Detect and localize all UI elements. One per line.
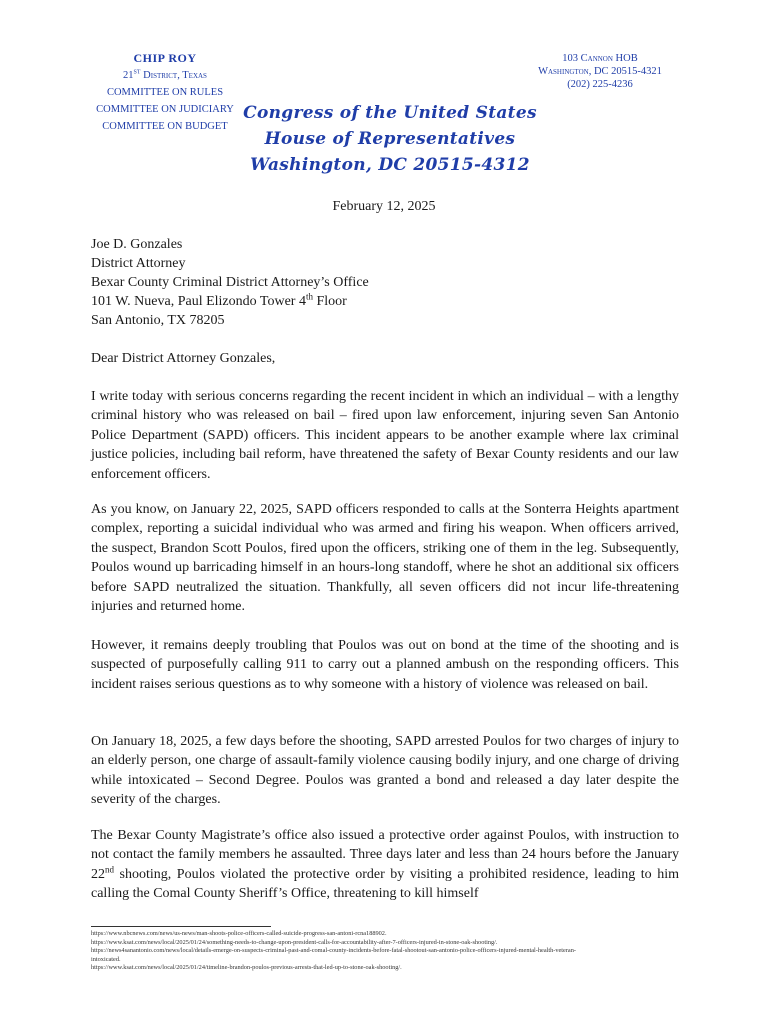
paragraph-text: However, it remains deeply troubling that Poulos was out on bond at the time of the shooting and is suspected of purposefully calling 911 to carry out a planned ambush on the responding officers. This incident raises serious questions as to why someone with a history of violence was released on bail. bbox=[91, 638, 679, 692]
committee-budget: COMMITTEE ON BUDGET bbox=[102, 121, 228, 132]
committee-judiciary: COMMITTEE ON JUDICIARY bbox=[96, 104, 234, 115]
footnote-divider bbox=[91, 926, 271, 927]
footnote-4: https://www.ksat.com/news/local/2025/01/24/timeline-brandon-poulos-previous-arrests-that-led-up-to-stone-oak-shooting/. bbox=[91, 964, 402, 972]
office-phone: (202) 225-4236 bbox=[567, 79, 633, 90]
footnotes bbox=[91, 930, 691, 973]
member-name: CHIP ROY bbox=[133, 51, 197, 65]
member-district: 21st District, Texas bbox=[123, 65, 207, 81]
paragraph-1 bbox=[91, 387, 679, 484]
footnote-3: https://news4sanantonio.com/news/local/details-emerge-on-suspects-criminal-past-and-comal-county-incidents-before-fatal-shootout-san-antonio-police-officers-injured-mental-health-veteran- bbox=[91, 947, 576, 955]
footnote-3-cont: intoxicated. bbox=[91, 955, 121, 963]
footnote-2: https://www.ksat.com/news/local/2025/01/24/something-needs-to-change-upon-president-calls-for-accountability-after-7-officers-injured-in-stone-oak-shooting/. bbox=[91, 938, 498, 946]
footnote-1: https://www.nbcnews.com/news/us-news/man-shoots-police-officers-called-suicide-progress-san-antoni-rcna188902. bbox=[91, 930, 387, 937]
recipient-address bbox=[91, 235, 369, 330]
title-washington: Washington, DC 20515-4312 bbox=[250, 155, 530, 175]
salutation-text: Dear District Attorney Gonzales, bbox=[91, 351, 276, 366]
paragraph-text: On January 18, 2025, a few days before the shooting, SAPD arrested Poulos for two charges of injury to an elderly person, one charge of assault-family violence causing bodily injury, and one charge of driving while intoxicated – Second Degree. Poulos was granted a bond and released a day later despite the severity of the charges. bbox=[91, 734, 679, 808]
office-address: 103 Cannon HOB bbox=[562, 53, 638, 64]
letterhead-title bbox=[240, 100, 540, 178]
committee-rules: COMMITTEE ON RULES bbox=[106, 87, 224, 98]
paragraph-3 bbox=[91, 636, 679, 694]
paragraph-text: As you know, on January 22, 2025, SAPD officers responded to calls at the Sonterra Heights apartment complex, reporting a suicidal individual who was armed and firing his weapon. When officers arrived, the suspect, Brandon Scott Poulos, fired upon the officers, striking one of them in the leg. Subsequently, Poulos wound up barricading himself in an hours-long standoff, where he shot an additional six officers before SAPD neutralized the situation. Thankfully, all seven officers did not incur life-threatening injuries and returned home. bbox=[91, 502, 679, 615]
recipient-street: 101 W. Nueva, Paul Elizondo Tower 4th Floor bbox=[91, 291, 347, 309]
paragraph-text: The Bexar County Magistrate’s office also issued a protective order against Poulos, with instruction to not contact the family members he assaulted. Three days later and less than 24 hours before the January 22nd shooting, Poulos violated the protective order by visiting a prohibited residence, leading to him calling the Comal County Sheriff’s Office, threatening to kill himself bbox=[91, 828, 679, 902]
letterhead-left bbox=[80, 50, 250, 135]
paragraph-4 bbox=[91, 732, 679, 810]
salutation bbox=[91, 349, 679, 368]
office-city: Washington, DC 20515-4321 bbox=[538, 66, 662, 77]
letter-date: February 12, 2025 bbox=[332, 199, 436, 214]
letterhead-right bbox=[510, 52, 690, 91]
recipient-office: Bexar County Criminal District Attorney’s Office bbox=[91, 275, 369, 290]
paragraph-2 bbox=[91, 500, 679, 616]
recipient-title: District Attorney bbox=[91, 256, 186, 271]
recipient-city: San Antonio, TX 78205 bbox=[91, 313, 225, 328]
paragraph-5 bbox=[91, 826, 679, 904]
title-house: House of Representatives bbox=[264, 129, 516, 149]
title-congress: Congress of the United States bbox=[243, 103, 537, 123]
paragraph-text: I write today with serious concerns regarding the recent incident in which an individual – with a lengthy criminal history who was released on bail – fired upon law enforcement, injuring seven San Antonio Police Department (SAPD) officers. This incident appears to be another example where lax criminal justice policies, including bail reform, have threatened the safety of Bexar County residents and our law enforcement officers. bbox=[91, 389, 679, 482]
recipient-name: Joe D. Gonzales bbox=[91, 237, 183, 252]
